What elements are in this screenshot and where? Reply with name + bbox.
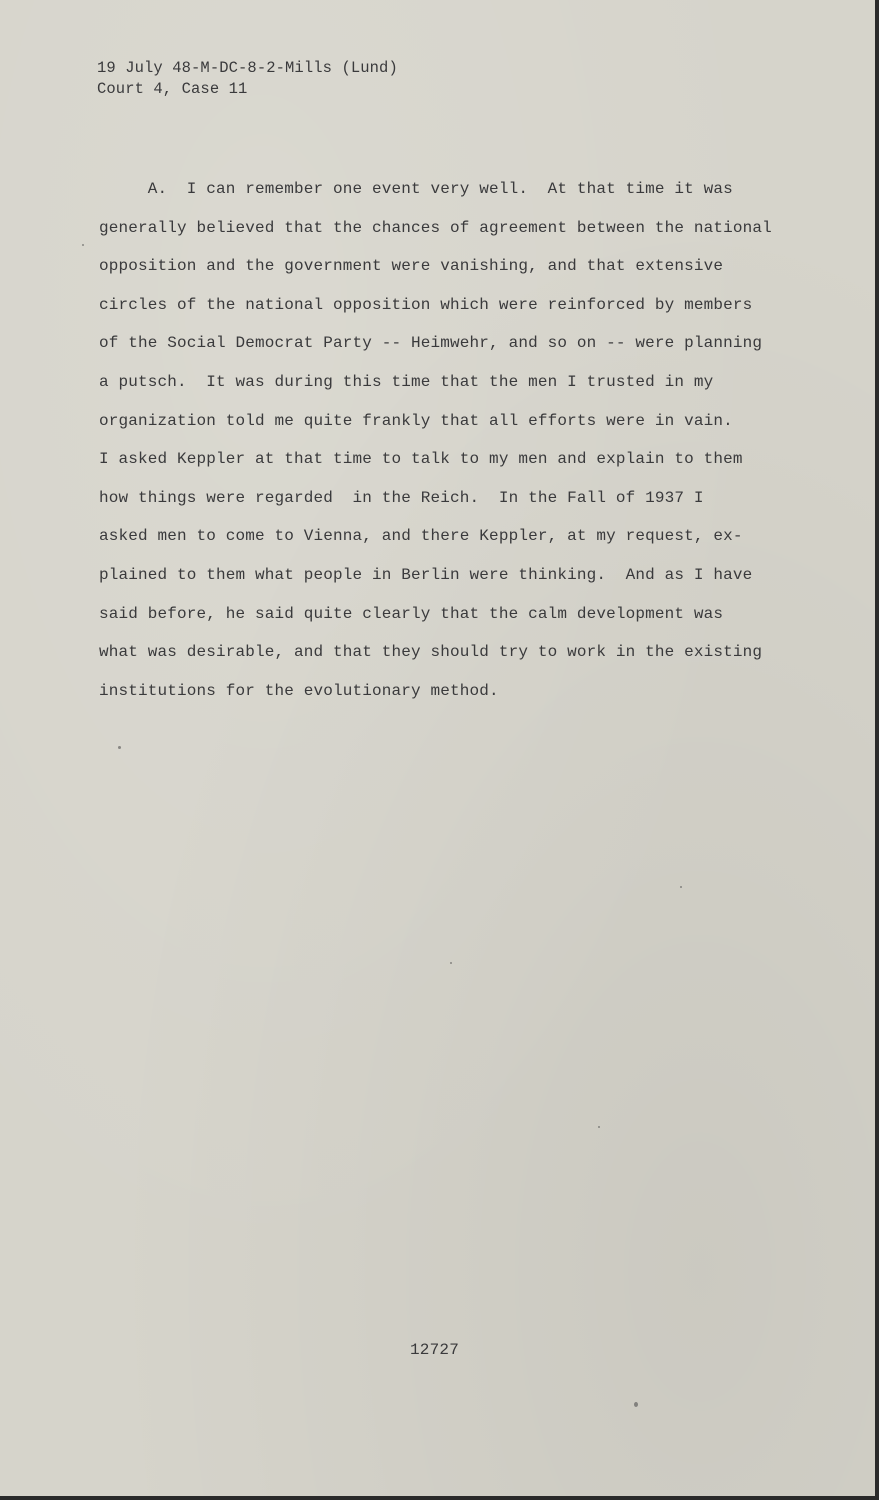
body-line: I asked Keppler at that time to talk to my men and explain to them [99, 450, 743, 469]
body-line: what was desirable, and that they should try to work in the existing [99, 643, 763, 662]
header-reference-line: 19 July 48-M-DC-8-2-Mills (Lund) [97, 59, 398, 77]
header-court-line: Court 4, Case 11 [97, 80, 248, 98]
body-line: of the Social Democrat Party -- Heimwehr, and so on -- were planning [99, 334, 763, 353]
body-line: A. I can remember one event very well. At that time it was [99, 180, 733, 198]
body-line: generally believed that the chances of agreement between the national [99, 218, 772, 237]
paper-speck [634, 1402, 638, 1407]
body-line: plained to them what people in Berlin were thinking. And as I have [99, 565, 753, 584]
page-number: 12727 [410, 1341, 460, 1359]
paper-speck [450, 962, 452, 964]
body-line: organization told me quite frankly that all efforts were in vain. [99, 411, 733, 430]
paper-speck [82, 244, 84, 246]
paper-speck [118, 746, 121, 749]
testimony-paragraph [99, 170, 779, 710]
document-header [97, 58, 398, 100]
body-line: a putsch. It was during this time that the men I trusted in my [99, 372, 714, 391]
paper-speck [680, 886, 682, 888]
paper-speck [598, 1126, 600, 1128]
body-line: how things were regarded in the Reich. In the Fall of 1937 I [99, 488, 704, 507]
body-line: said before, he said quite clearly that the calm development was [99, 604, 724, 623]
body-line: asked men to come to Vienna, and there Keppler, at my request, ex- [99, 527, 743, 546]
body-line: circles of the national opposition which were reinforced by members [99, 295, 753, 314]
body-line: opposition and the government were vanishing, and that extensive [99, 257, 724, 276]
body-line: institutions for the evolutionary method. [99, 681, 499, 700]
